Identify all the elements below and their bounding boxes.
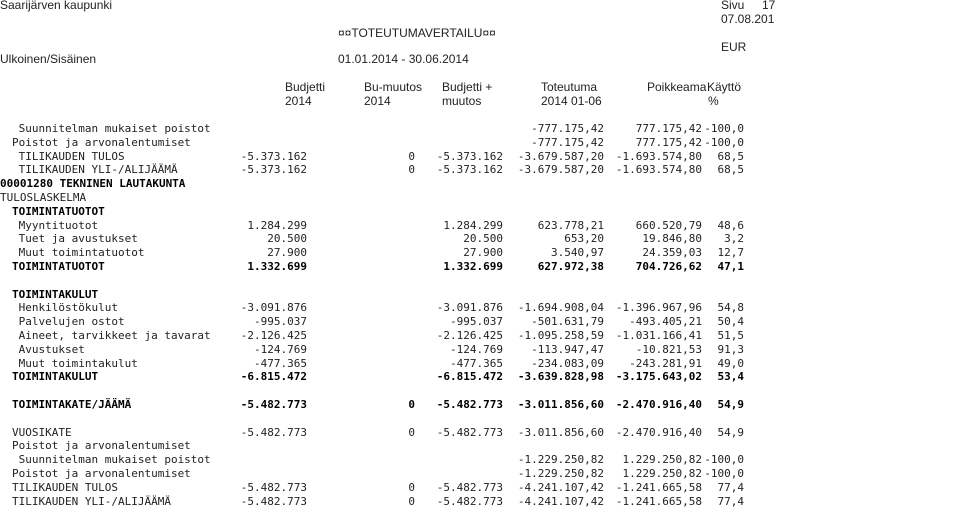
cell-c1: 1.332.699 xyxy=(247,260,307,273)
cell-c7: 53,4 xyxy=(717,370,744,384)
cell-c5: -1.241.665,58 xyxy=(615,494,702,508)
table-row xyxy=(0,467,960,480)
cell-c1: 1.284.299 xyxy=(247,218,307,232)
table-row xyxy=(0,288,960,301)
cell-c3: -5.482.773 xyxy=(436,494,503,508)
cell-c1: -5.373.162 xyxy=(240,163,307,177)
cell-c1: -5.373.162 xyxy=(240,149,307,163)
cell-c5: -2.470.916,40 xyxy=(615,398,702,411)
table-row xyxy=(0,426,960,439)
table-row xyxy=(0,370,960,383)
row-label: Myyntituotot xyxy=(12,218,99,232)
row-label: Palvelujen ostot xyxy=(12,315,125,329)
cell-c4: -113.947,47 xyxy=(531,342,604,356)
cell-c4: -777.175,42 xyxy=(531,135,604,149)
table-row xyxy=(0,398,960,411)
cell-c5: -1.241.665,58 xyxy=(615,480,702,494)
row-label: TULOSLASKELMA xyxy=(0,191,87,204)
col-change-h1: Bu-muutos xyxy=(364,80,423,94)
cell-c7: -100,0 xyxy=(704,122,744,135)
cell-c2: 0 xyxy=(408,149,415,163)
cell-c4: -4.241.107,42 xyxy=(517,494,604,508)
table-row xyxy=(0,495,960,508)
table-row xyxy=(0,163,960,176)
cell-c1: -5.482.773 xyxy=(240,480,307,494)
row-label: VUOSIKATE xyxy=(12,425,72,439)
table-row xyxy=(0,343,960,356)
report-date: 07.08.201 xyxy=(721,12,775,26)
cell-c4: -3.679.587,20 xyxy=(517,163,604,177)
cell-c4: 3.540,97 xyxy=(551,246,604,260)
cell-c1: -2.126.425 xyxy=(240,329,307,342)
table-row xyxy=(0,274,960,287)
cell-c7: -100,0 xyxy=(704,135,744,149)
row-label: TILIKAUDEN TULOS xyxy=(12,480,118,494)
cell-c3: 27.900 xyxy=(463,246,503,260)
cell-c5: 1.229.250,82 xyxy=(622,453,702,467)
cell-c7: 68,5 xyxy=(717,163,744,177)
cell-c3: 1.284.299 xyxy=(443,218,503,232)
cell-c5: 19.846,80 xyxy=(642,232,702,246)
cell-c1: -124.769 xyxy=(254,342,307,356)
table-row xyxy=(0,384,960,397)
row-label: Avustukset xyxy=(12,342,85,356)
cell-c1: -5.482.773 xyxy=(240,425,307,439)
cell-c7: 50,4 xyxy=(717,315,744,329)
row-label: TILIKAUDEN YLI-/ALIJÄÄMÄ xyxy=(12,163,178,177)
cell-c3: -124.769 xyxy=(450,342,503,356)
cell-c7: 51,5 xyxy=(717,329,744,342)
cell-c3: 1.332.699 xyxy=(443,260,503,273)
cell-c7: 91,3 xyxy=(717,342,744,356)
row-label: TILIKAUDEN TULOS xyxy=(12,149,125,163)
cell-c1: -6.815.472 xyxy=(240,370,307,384)
cell-c7: -100,0 xyxy=(704,467,744,480)
table-row xyxy=(0,150,960,163)
currency: EUR xyxy=(721,40,747,54)
cell-c5: -1.693.574,80 xyxy=(615,149,702,163)
cell-c3: -477.365 xyxy=(450,356,503,370)
table-row xyxy=(0,329,960,342)
cell-c3: -3.091.876 xyxy=(436,301,503,315)
table-row xyxy=(0,301,960,314)
cell-c4: 627.972,38 xyxy=(537,260,604,273)
cell-c7: 49,0 xyxy=(717,356,744,370)
col-usage-h1: Käyttö xyxy=(707,80,742,94)
cell-c4: 653,20 xyxy=(564,232,604,246)
col-deviation-h1: Poikkeama xyxy=(647,80,707,94)
row-label: Suunnitelman mukaiset poistot xyxy=(12,122,211,135)
cell-c1: 20.500 xyxy=(267,232,307,246)
table-row xyxy=(0,232,960,245)
cell-c4: -234.083,09 xyxy=(531,356,604,370)
cell-c3: -5.373.162 xyxy=(436,163,503,177)
cell-c3: -5.482.773 xyxy=(436,398,503,411)
cell-c4: -3.011.856,60 xyxy=(517,425,604,439)
cell-c2: 0 xyxy=(408,494,415,508)
cell-c4: -1.095.258,59 xyxy=(517,329,604,342)
cell-c1: -477.365 xyxy=(254,356,307,370)
table-row xyxy=(0,357,960,370)
cell-c7: 54,9 xyxy=(717,398,744,411)
cell-c5: 704.726,62 xyxy=(635,260,702,273)
cell-c3: -995.037 xyxy=(450,315,503,329)
cell-c3: -6.815.472 xyxy=(436,370,503,384)
table-row xyxy=(0,453,960,466)
table-row xyxy=(0,177,960,190)
cell-c4: -3.011.856,60 xyxy=(517,398,604,411)
col-budget-h2: 2014 xyxy=(285,94,312,108)
cell-c5: -3.175.643,02 xyxy=(615,370,702,384)
cell-c3: -5.482.773 xyxy=(436,480,503,494)
cell-c5: -2.470.916,40 xyxy=(615,425,702,439)
cell-c1: -995.037 xyxy=(254,315,307,329)
table-row xyxy=(0,439,960,452)
row-label: Muut toimintakulut xyxy=(12,356,138,370)
cell-c5: 777.175,42 xyxy=(635,122,702,135)
row-label: TOIMINTAKATE/JÄÄMÄ xyxy=(12,398,132,411)
table-row xyxy=(0,136,960,149)
cell-c5: 777.175,42 xyxy=(635,135,702,149)
row-label: Poistot ja arvonalentumiset xyxy=(12,439,191,453)
cell-c4: -3.639.828,98 xyxy=(517,370,604,384)
cell-c7: 54,9 xyxy=(717,425,744,439)
cell-c7: -100,0 xyxy=(704,453,744,467)
cell-c4: -4.241.107,42 xyxy=(517,480,604,494)
row-label: Poistot ja arvonalentumiset xyxy=(12,135,191,149)
cell-c7: 77,4 xyxy=(717,480,744,494)
cell-c5: -1.031.166,41 xyxy=(615,329,702,342)
cell-c5: -10.821,53 xyxy=(635,342,702,356)
org-name: Saarijärven kaupunki xyxy=(0,0,113,12)
cell-c3: -5.373.162 xyxy=(436,149,503,163)
row-label: TOIMINTAKULUT xyxy=(12,370,99,384)
cell-c7: 47,1 xyxy=(717,260,744,273)
row-label: TOIMINTAKULUT xyxy=(12,287,99,301)
cell-c3: 20.500 xyxy=(463,232,503,246)
row-label: Poistot ja arvonalentumiset xyxy=(12,467,191,480)
cell-c2: 0 xyxy=(408,163,415,177)
cell-c7: 12,7 xyxy=(717,246,744,260)
cell-c4: 623.778,21 xyxy=(537,218,604,232)
cell-c7: 54,8 xyxy=(717,301,744,315)
table-row xyxy=(0,191,960,204)
row-label: TILIKAUDEN YLI-/ALIJÄÄMÄ xyxy=(12,494,171,508)
cell-c1: -3.091.876 xyxy=(240,301,307,315)
row-label: Muut toimintatuotot xyxy=(12,246,145,260)
table-row xyxy=(0,315,960,328)
cell-c4: -777.175,42 xyxy=(531,122,604,135)
table-row xyxy=(0,122,960,135)
cell-c7: 3,2 xyxy=(724,232,744,246)
col-actual-h1: Toteutuma xyxy=(541,80,598,94)
table-row xyxy=(0,412,960,425)
report-period: 01.01.2014 - 30.06.2014 xyxy=(338,52,469,66)
cell-c4: -501.631,79 xyxy=(531,315,604,329)
cell-c5: -1.396.967,96 xyxy=(615,301,702,315)
col-budget-plus-h2: muutos xyxy=(442,94,482,108)
row-label: Henkilöstökulut xyxy=(12,301,118,315)
page-number: 17 xyxy=(762,0,776,12)
cell-c4: -1.694.908,04 xyxy=(517,301,604,315)
cell-c4: -3.679.587,20 xyxy=(517,149,604,163)
table-row xyxy=(0,219,960,232)
row-label: Tuet ja avustukset xyxy=(12,232,138,246)
col-usage-h2: % xyxy=(708,94,719,108)
cell-c7: 68,5 xyxy=(717,149,744,163)
row-label: TOIMINTATUOTOT xyxy=(12,260,105,273)
cell-c5: -1.693.574,80 xyxy=(615,163,702,177)
cell-c2: 0 xyxy=(408,480,415,494)
cell-c5: 1.229.250,82 xyxy=(622,467,702,480)
cell-c3: -5.482.773 xyxy=(436,425,503,439)
cell-c2: 0 xyxy=(408,398,415,411)
page-label: Sivu xyxy=(721,0,745,12)
cell-c2: 0 xyxy=(408,425,415,439)
table-row xyxy=(0,260,960,273)
cell-c5: 660.520,79 xyxy=(635,218,702,232)
cell-c5: 24.359,03 xyxy=(642,246,702,260)
row-label: TOIMINTATUOTOT xyxy=(12,204,105,218)
col-actual-h2: 2014 01-06 xyxy=(541,94,602,108)
cell-c7: 77,4 xyxy=(717,494,744,508)
scope-label: Ulkoinen/Sisäinen xyxy=(0,52,97,66)
cell-c7: 48,6 xyxy=(717,218,744,232)
cell-c5: -493.405,21 xyxy=(629,315,702,329)
col-budget-h1: Budjetti xyxy=(285,80,326,94)
report-title: ¤¤TOTEUTUMAVERTAILU¤¤ xyxy=(338,26,496,40)
cell-c4: -1.229.250,82 xyxy=(517,453,604,467)
cell-c3: -2.126.425 xyxy=(436,329,503,342)
col-budget-plus-h1: Budjetti + xyxy=(442,80,493,94)
table-row xyxy=(0,205,960,218)
col-change-h2: 2014 xyxy=(364,94,391,108)
table-row xyxy=(0,481,960,494)
cell-c4: -1.229.250,82 xyxy=(517,467,604,480)
row-label: Suunnitelman mukaiset poistot xyxy=(12,453,211,467)
row-label: 00001280 TEKNINEN LAUTAKUNTA xyxy=(0,177,186,191)
cell-c1: -5.482.773 xyxy=(240,494,307,508)
cell-c1: 27.900 xyxy=(267,246,307,260)
row-label: Aineet, tarvikkeet ja tavarat xyxy=(12,329,211,342)
table-row xyxy=(0,246,960,259)
cell-c1: -5.482.773 xyxy=(240,398,307,411)
cell-c5: -243.281,91 xyxy=(629,356,702,370)
